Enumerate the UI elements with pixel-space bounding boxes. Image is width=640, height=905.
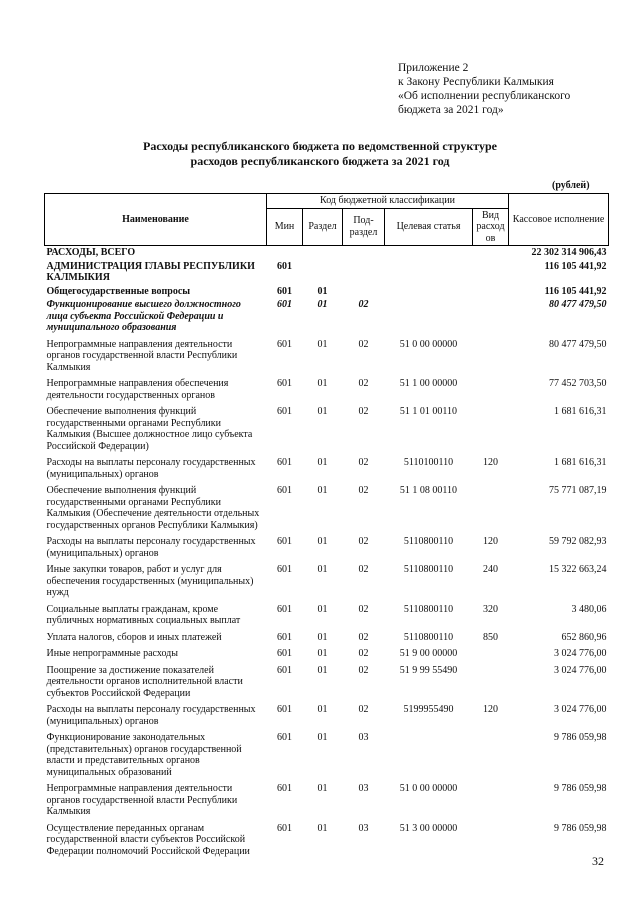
row-target	[385, 260, 473, 285]
row-target	[385, 728, 473, 779]
row-razdel: 01	[317, 704, 328, 715]
appendix-note: Приложение 2 к Закону Республики Калмыкия «Об исполнении республиканского бюджета за 2021 год»	[398, 62, 571, 116]
row-podrazdel: 02	[358, 704, 369, 715]
row-razdel: 01	[317, 603, 328, 615]
row-vid	[473, 285, 509, 299]
row-vid: 320	[483, 603, 499, 615]
table-row	[45, 532, 609, 560]
row-vid	[473, 246, 509, 260]
row-name: Функционирование высшего должностного лица субъекта Российской Федерации и муниципального образования	[46, 299, 241, 333]
table-row	[45, 644, 609, 661]
table-row	[45, 246, 609, 260]
header-target: Целевая статья	[385, 208, 473, 246]
row-name: Обеспечение выполнения функций государственными органами Республики Калмыкия (Высшее должностное лицо субъекта Российской Федерации)	[46, 406, 253, 452]
row-target: 5110800110	[403, 564, 454, 575]
row-amount: 1 681 616,31	[554, 457, 607, 468]
table-row	[45, 779, 609, 819]
row-target	[385, 246, 473, 260]
row-min: 601	[277, 648, 292, 659]
row-amount: 80 477 479,50	[549, 299, 607, 310]
title-line-1: Расходы республиканского бюджета по ведомственной структуре	[143, 139, 497, 153]
table-row	[45, 661, 609, 701]
row-podrazdel: 02	[358, 338, 369, 350]
row-podrazdel: 02	[358, 457, 369, 468]
row-amount: 77 452 703,50	[549, 378, 607, 389]
row-vid	[473, 728, 509, 779]
table-row	[45, 335, 609, 375]
row-vid: 240	[483, 564, 499, 575]
row-min: 601	[277, 822, 292, 834]
row-vid: 120	[483, 704, 499, 715]
row-amount: 116 105 441,92	[544, 260, 607, 272]
row-podrazdel: 02	[358, 536, 369, 547]
row-target	[385, 285, 473, 299]
row-target: 51 0 00 00000	[399, 338, 458, 350]
row-target: 51 1 01 00110	[399, 406, 458, 417]
row-razdel: 01	[317, 299, 328, 310]
row-podrazdel: 02	[358, 631, 369, 643]
table-row	[45, 700, 609, 728]
table-row	[45, 453, 609, 481]
row-razdel: 01	[317, 664, 328, 676]
row-amount: 3 024 776,00	[554, 704, 607, 715]
row-min: 601	[277, 285, 292, 297]
row-name: РАСХОДЫ, ВСЕГО	[46, 247, 136, 258]
row-razdel: 01	[317, 564, 328, 575]
row-podrazdel	[343, 260, 385, 285]
row-min: 601	[277, 457, 292, 468]
row-razdel: 01	[317, 648, 328, 659]
row-podrazdel: 03	[358, 822, 369, 834]
row-vid	[473, 260, 509, 285]
header-razdel: Раздел	[303, 208, 343, 246]
row-name: Расходы на выплаты персоналу государственных (муниципальных) органов	[46, 704, 256, 727]
table-row	[45, 819, 609, 859]
table-body	[45, 246, 609, 859]
row-name: Обеспечение выполнения функций государственными органами Республики Калмыкия (Обеспечение деятельности отдельных государственных органов Республики Калмыкия)	[46, 485, 260, 531]
row-name: Иные непрограммные расходы	[46, 648, 178, 659]
row-min: 601	[277, 378, 292, 389]
row-razdel: 01	[317, 485, 328, 496]
row-vid	[473, 481, 509, 532]
row-amount: 1 681 616,31	[554, 406, 607, 417]
row-amount: 3 024 776,00	[554, 648, 607, 659]
row-amount: 9 786 059,98	[554, 822, 607, 834]
row-vid	[473, 298, 509, 335]
row-name: Функционирование законодательных (представительных) органов государственной власти и представительных органов муниципальных образований	[46, 732, 242, 778]
row-vid: 120	[483, 457, 499, 468]
row-razdel: 01	[317, 631, 328, 643]
row-vid	[473, 374, 509, 402]
row-name: Расходы на выплаты персоналу государственных (муниципальных) органов	[46, 536, 256, 559]
header-name: Наименование	[45, 194, 267, 246]
row-razdel	[303, 246, 343, 260]
row-podrazdel: 03	[358, 732, 369, 743]
row-amount: 3 024 776,00	[554, 664, 607, 676]
row-amount: 75 771 087,19	[549, 485, 607, 496]
table-row	[45, 481, 609, 532]
row-amount: 22 302 314 906,43	[531, 247, 607, 258]
row-vid: 850	[483, 631, 499, 643]
row-name: АДМИНИСТРАЦИЯ ГЛАВЫ РЕСПУБЛИКИ КАЛМЫКИЯ	[46, 260, 255, 283]
page-number: 32	[592, 854, 604, 868]
row-razdel: 01	[317, 406, 328, 417]
row-target	[385, 298, 473, 335]
row-razdel: 01	[317, 783, 328, 794]
table-row	[45, 260, 609, 285]
row-target: 51 1 08 00110	[399, 485, 458, 496]
title-line-2: расходов республиканского бюджета за 2021 год	[190, 154, 450, 168]
row-amount: 15 322 663,24	[549, 564, 607, 575]
row-razdel: 01	[317, 457, 328, 468]
table-row	[45, 285, 609, 299]
row-name: Непрограммные направления деятельности органов государственной власти Республики Калмыкия	[46, 783, 238, 817]
row-podrazdel: 02	[358, 406, 369, 417]
row-vid	[473, 644, 509, 661]
row-amount: 9 786 059,98	[554, 783, 607, 794]
table-row	[45, 560, 609, 600]
row-vid	[473, 779, 509, 819]
budget-table	[44, 193, 609, 858]
row-vid	[473, 819, 509, 859]
header-amount: Кассовое исполнение	[509, 194, 609, 246]
row-podrazdel: 02	[358, 485, 369, 496]
row-podrazdel: 02	[358, 299, 369, 310]
row-amount: 652 860,96	[561, 631, 607, 643]
row-min: 601	[277, 704, 292, 715]
table-row	[45, 374, 609, 402]
row-name: Расходы на выплаты персоналу государственных (муниципальных) органов	[46, 457, 256, 480]
document-title	[40, 139, 600, 169]
row-target: 51 9 00 00000	[399, 648, 458, 659]
row-podrazdel: 02	[358, 664, 369, 676]
row-vid	[473, 335, 509, 375]
row-min: 601	[277, 299, 292, 310]
row-vid: 120	[483, 536, 499, 547]
row-target: 51 0 00 00000	[399, 783, 458, 794]
row-min: 601	[277, 783, 292, 794]
row-name: Непрограммные направления деятельности органов государственной власти Республики Калмыкия	[46, 338, 238, 373]
header-vid: Вид расход ов	[473, 208, 509, 246]
row-podrazdel: 02	[358, 564, 369, 575]
row-min: 601	[277, 536, 292, 547]
row-podrazdel: 02	[358, 648, 369, 659]
header-code-group: Код бюджетной классификации	[267, 194, 509, 209]
units-label: (рублей)	[552, 180, 590, 191]
row-min: 601	[277, 664, 292, 676]
row-target: 5110800110	[403, 536, 454, 547]
row-name: Общегосударственные вопросы	[46, 285, 191, 297]
row-razdel: 01	[317, 822, 328, 834]
row-amount: 9 786 059,98	[554, 732, 607, 743]
row-min	[267, 246, 303, 260]
row-target: 51 1 00 00000	[399, 378, 458, 389]
row-target: 5110800110	[403, 603, 454, 615]
row-podrazdel	[343, 285, 385, 299]
row-name: Иные закупки товаров, работ и услуг для обеспечения государственных (муниципальных) нужд	[46, 564, 254, 598]
table-row	[45, 628, 609, 645]
row-vid	[473, 402, 509, 453]
row-name: Поощрение за достижение показателей деятельности органов исполнительной власти субъектов Российской Федерации	[46, 664, 243, 699]
row-min: 601	[277, 338, 292, 350]
row-min: 601	[277, 260, 292, 272]
row-podrazdel: 03	[358, 783, 369, 794]
row-target: 5110800110	[403, 631, 454, 643]
row-target: 51 3 00 00000	[399, 822, 458, 834]
row-target: 51 9 99 55490	[399, 664, 458, 676]
row-min: 601	[277, 564, 292, 575]
table-row	[45, 600, 609, 628]
row-razdel: 01	[317, 285, 328, 297]
row-amount: 80 477 479,50	[549, 338, 607, 350]
row-min: 601	[277, 603, 292, 615]
table-row	[45, 402, 609, 453]
row-name: Непрограммные направления обеспечения деятельности государственных органов	[46, 378, 229, 401]
row-razdel: 01	[317, 338, 328, 350]
row-razdel	[303, 260, 343, 285]
row-min: 601	[277, 485, 292, 496]
row-razdel: 01	[317, 536, 328, 547]
row-min: 601	[277, 406, 292, 417]
table-row	[45, 298, 609, 335]
row-podrazdel: 02	[358, 378, 369, 389]
row-min: 601	[277, 631, 292, 643]
row-podrazdel	[343, 246, 385, 260]
row-min: 601	[277, 732, 292, 743]
row-amount: 3 480,06	[571, 603, 607, 615]
row-vid	[473, 661, 509, 701]
table-row	[45, 728, 609, 779]
header-podrazdel: Под-раздел	[343, 208, 385, 246]
row-name: Уплата налогов, сборов и иных платежей	[46, 631, 222, 643]
header-min: Мин	[267, 208, 303, 246]
row-name: Социальные выплаты гражданам, кроме публичных нормативных социальных выплат	[46, 603, 241, 626]
row-amount: 116 105 441,92	[544, 285, 607, 297]
row-amount: 59 792 082,93	[549, 536, 607, 547]
row-razdel: 01	[317, 378, 328, 389]
row-target: 5199955490	[403, 704, 454, 715]
row-name: Осуществление переданных органам государственной власти субъектов Российской Федерации полномочий Российской Федерации	[46, 822, 250, 857]
row-target: 5110100110	[403, 457, 454, 468]
row-razdel: 01	[317, 732, 328, 743]
row-podrazdel: 02	[358, 603, 369, 615]
